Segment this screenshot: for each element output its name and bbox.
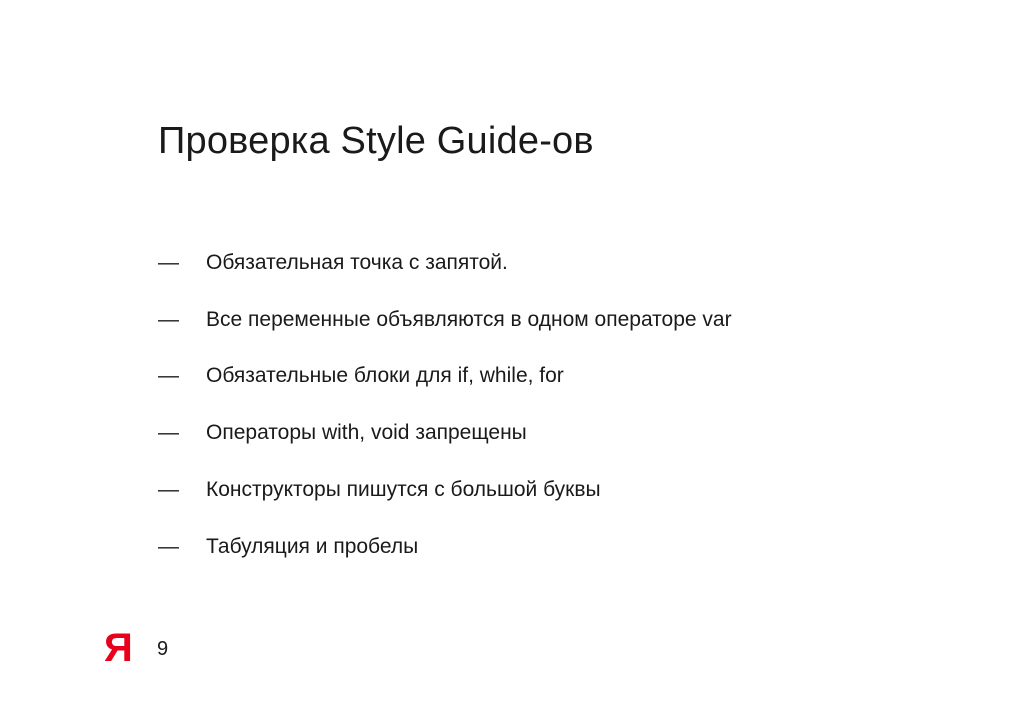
bullet-text: Табуляция и пробелы — [206, 535, 419, 558]
bullet-text: Конструкторы пишутся с большой буквы — [206, 478, 601, 501]
bullet-dash: — — [158, 478, 179, 501]
bullet-text: Все переменные объявляются в одном операторе var — [206, 308, 732, 331]
bullet-item — [158, 307, 878, 333]
bullet-dash: — — [158, 535, 179, 558]
bullet-dash: — — [158, 251, 179, 274]
bullet-dash: — — [158, 364, 179, 387]
bullet-dash: — — [158, 421, 179, 444]
bullet-item — [158, 477, 878, 503]
bullet-list — [158, 250, 878, 591]
bullet-dash: — — [158, 308, 179, 331]
bullet-item — [158, 534, 878, 560]
slide-title: Проверка Style Guide-ов — [158, 120, 594, 162]
bullet-item — [158, 363, 878, 389]
bullet-text: Операторы with, void запрещены — [206, 421, 527, 444]
bullet-text: Обязательная точка с запятой. — [206, 251, 508, 274]
bullet-item — [158, 250, 878, 276]
page-number: 9 — [157, 638, 169, 660]
bullet-text: Обязательные блоки для if, while, for — [206, 364, 564, 387]
bullet-item — [158, 420, 878, 446]
yandex-logo: Я — [104, 626, 133, 670]
